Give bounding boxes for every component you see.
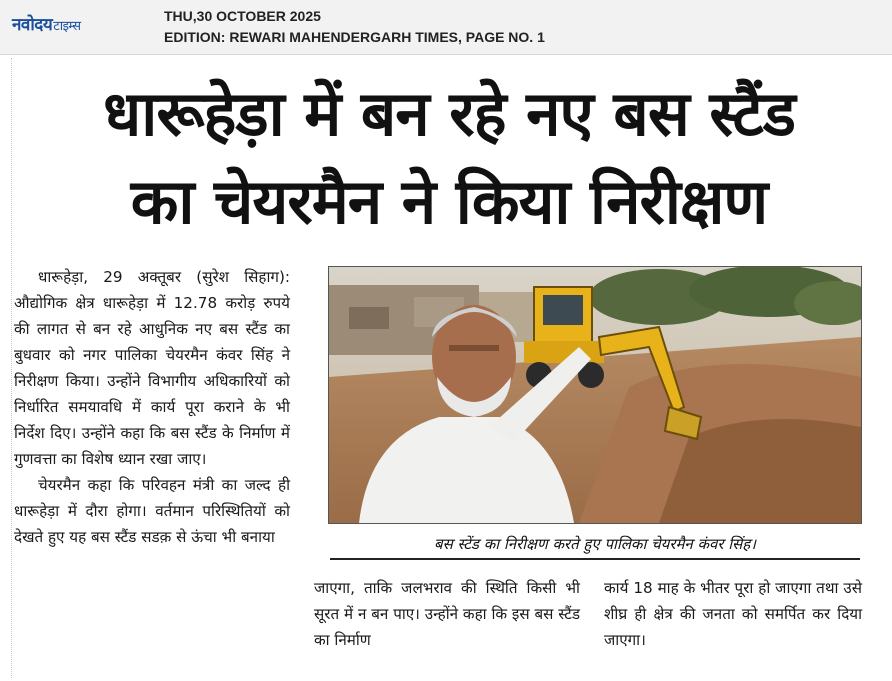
article-photo <box>328 266 862 524</box>
edition-info: EDITION: REWARI MAHENDERGARH TIMES, PAGE NO. 1 <box>164 29 545 45</box>
edition-header-bar <box>0 0 892 55</box>
photo-caption: बस स्टेंड का निरीक्षण करते हुए पालिका चेयरमैन कंवर सिंह। <box>330 530 860 560</box>
article-column-1 <box>14 264 290 550</box>
logo-sub-text: टाइम्स <box>53 19 81 34</box>
page-margin-divider <box>11 58 13 678</box>
article-paragraph-2: चेयरमैन कहा कि परिवहन मंत्री का जल्द ही धारूहेड़ा में दौरा होगा। वर्तमान परिस्थितियों को देखते हुए यह बस स्टैंड सडक़ से ऊंचा भी बनाया <box>14 476 290 546</box>
headline-line-2: का चेयरमैन ने किया निरीक्षण <box>130 165 768 238</box>
headline-line-1: धारूहेड़ा में बन रहे नए बस स्टैंड <box>103 77 795 150</box>
article-paragraph-4: कार्य 18 माह के भीतर पूरा हो जाएगा तथा उसे शीघ्र ही क्षेत्र की जनता को समर्पित कर दिया जाएगा। <box>604 579 862 649</box>
article-paragraph-1: धारूहेड़ा, 29 अक्तूबर (सुरेश सिहाग): औद्योगिक क्षेत्र धारूहेड़ा में 12.78 करोड़ रुपये की लागत से बन रहे आधुनिक नए बस स्टैंड का बुधवार को नगर पालिका चेयरमैन कंवर सिंह ने निरीक्षण किया। उन्होंने विभागीय अधिकारियों को निर्धारित समयावधि में कार्य पूरा कराने के भी निर्देश दिए। उन्होंने कहा कि बस स्टैंड के निर्माण में गुणवत्ता का विशेष ध्यान रखा जाए। <box>14 268 290 468</box>
newspaper-logo[interactable] <box>12 12 81 35</box>
construction-site-illustration <box>329 267 861 523</box>
article-headline <box>14 70 884 246</box>
article-column-2 <box>314 575 580 653</box>
edition-date: THU,30 OCTOBER 2025 <box>164 8 321 24</box>
article-column-3 <box>604 575 862 653</box>
article-paragraph-3: जाएगा, ताकि जलभराव की स्थिति किसी भी सूरत में न बन पाए। उन्होंने कहा कि इस बस स्टैंड का निर्माण <box>314 579 580 649</box>
logo-main-text: नवोदय <box>12 15 53 35</box>
